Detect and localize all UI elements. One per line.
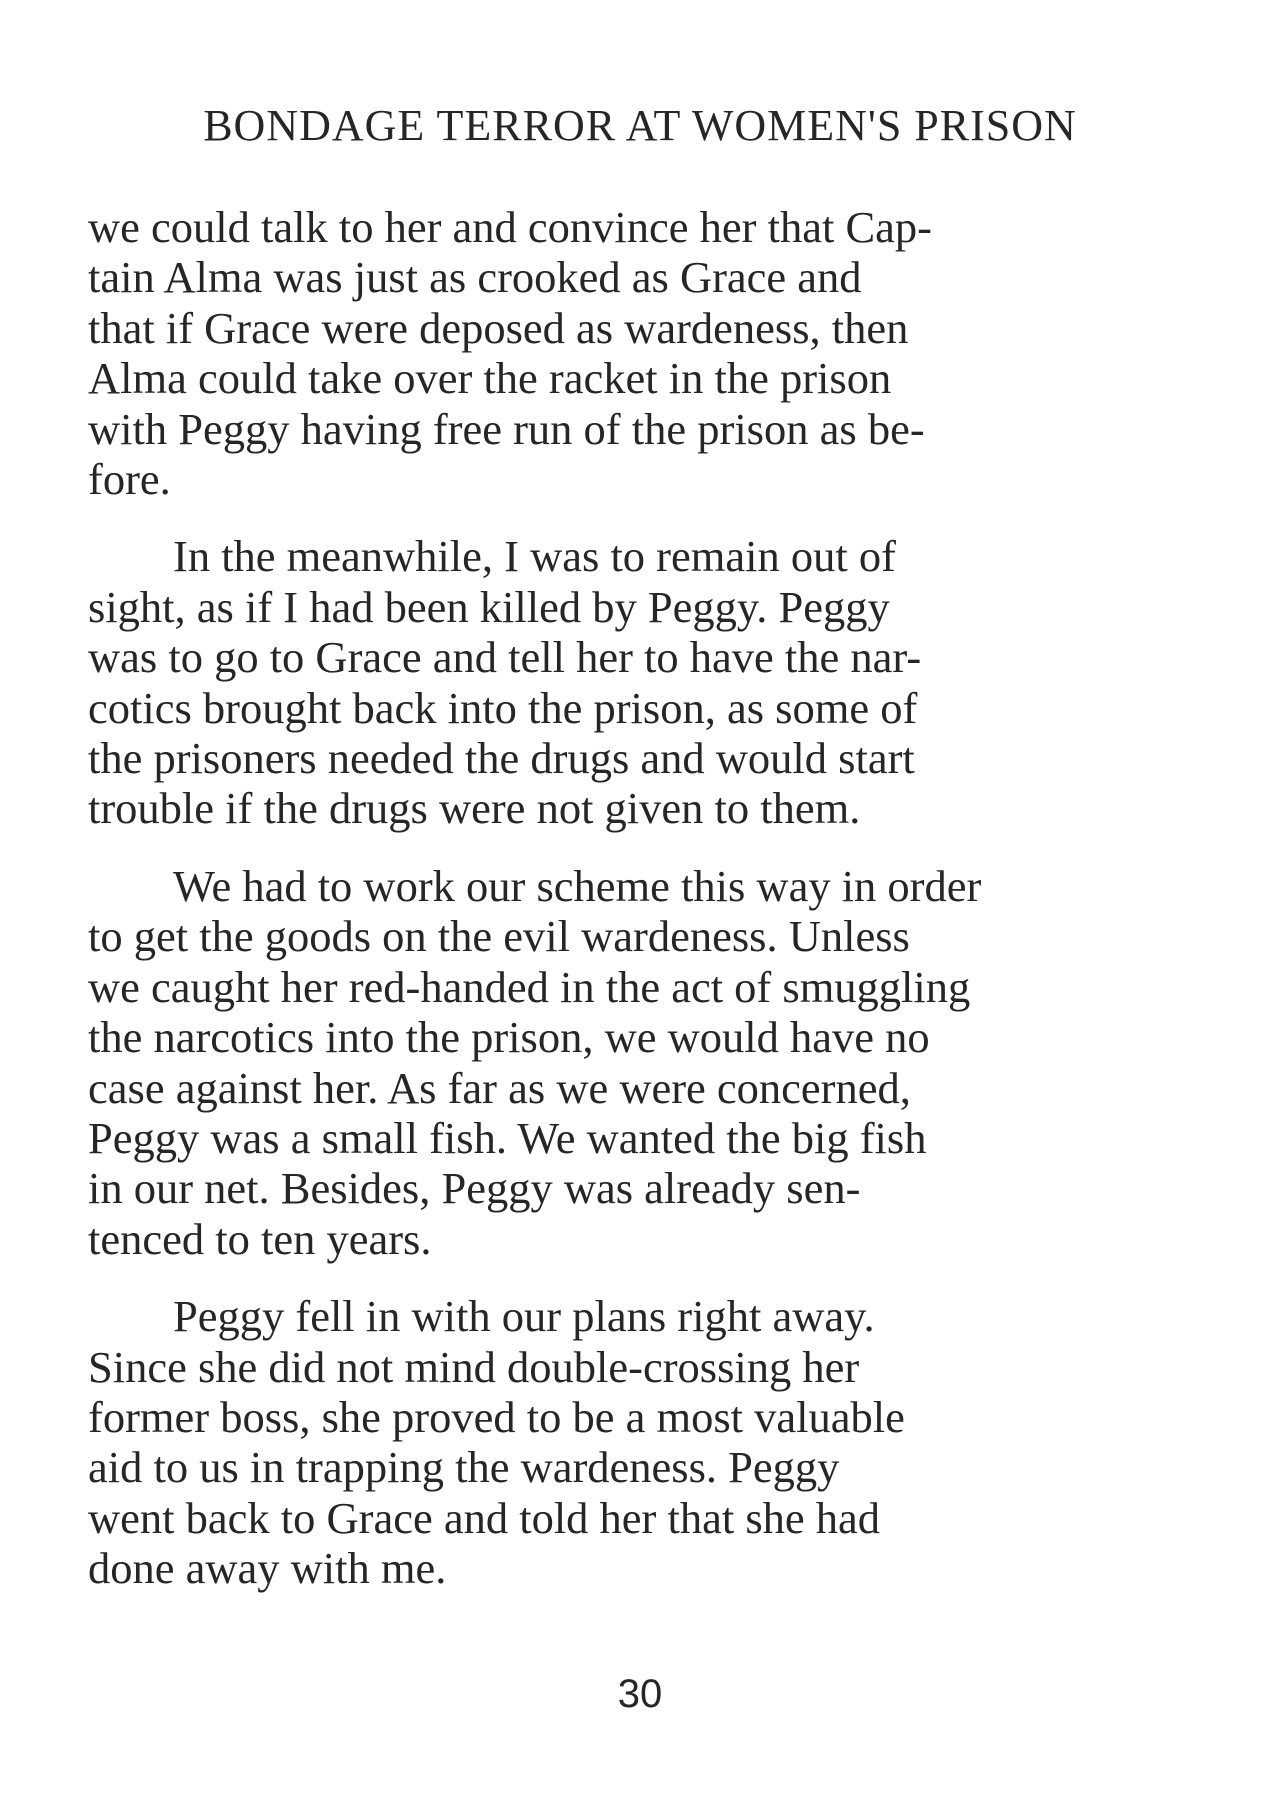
paragraph-3 [88,861,1208,1264]
text-line: tain Alma was just as crooked as Grace and [88,252,862,303]
text-line: done away with me. [88,1543,447,1594]
text-line: with Peggy having free run of the prison as be- [88,403,925,454]
text-line: fore. [88,454,171,505]
text-line: we caught her red-handed in the act of smuggling [88,961,971,1012]
text-line: sight, as if I had been killed by Peggy. Peggy [88,581,890,632]
text-line: went back to Grace and told her that she had [88,1492,881,1543]
text-line: in our net. Besides, Peggy was already sen- [88,1163,861,1214]
text-line: to get the goods on the evil wardeness. Unless [88,911,910,962]
text-line: that if Grace were deposed as wardeness, then [88,302,909,353]
text-line: was to go to Grace and tell her to have the nar- [88,632,922,683]
paragraph-4 [88,1291,1208,1593]
text-line: the narcotics into the prison, we would have no [88,1012,930,1063]
page-number: 30 [617,1672,663,1716]
paragraph-1 [88,202,1208,504]
text-line: In the meanwhile, I was to remain out of [173,531,896,582]
text-line: Alma could take over the racket in the prison [88,353,892,404]
text-line: Peggy was a small fish. We wanted the big fish [88,1112,927,1163]
text-line: we could talk to her and convince her that Cap- [88,202,932,252]
text-line: Since she did not mind double-crossing her [88,1341,860,1392]
body-text [88,202,1208,1621]
text-line: Peggy fell in with our plans right away. [173,1291,875,1342]
text-line: trouble if the drugs were not given to them. [88,783,861,834]
text-line: former boss, she proved to be a most valuable [88,1391,905,1442]
text-line: the prisoners needed the drugs and would start [88,733,915,784]
paragraph-2 [88,531,1208,833]
text-line: tenced to ten years. [88,1213,432,1264]
text-line: We had to work our scheme this way in order [173,860,982,911]
running-head: BONDAGE TERROR AT WOMEN'S PRISON [203,101,1077,150]
text-line: aid to us in trapping the wardeness. Peggy [88,1442,840,1493]
text-line: case against her. As far as we were concerned, [88,1062,911,1113]
text-line: cotics brought back into the prison, as some of [88,682,918,733]
